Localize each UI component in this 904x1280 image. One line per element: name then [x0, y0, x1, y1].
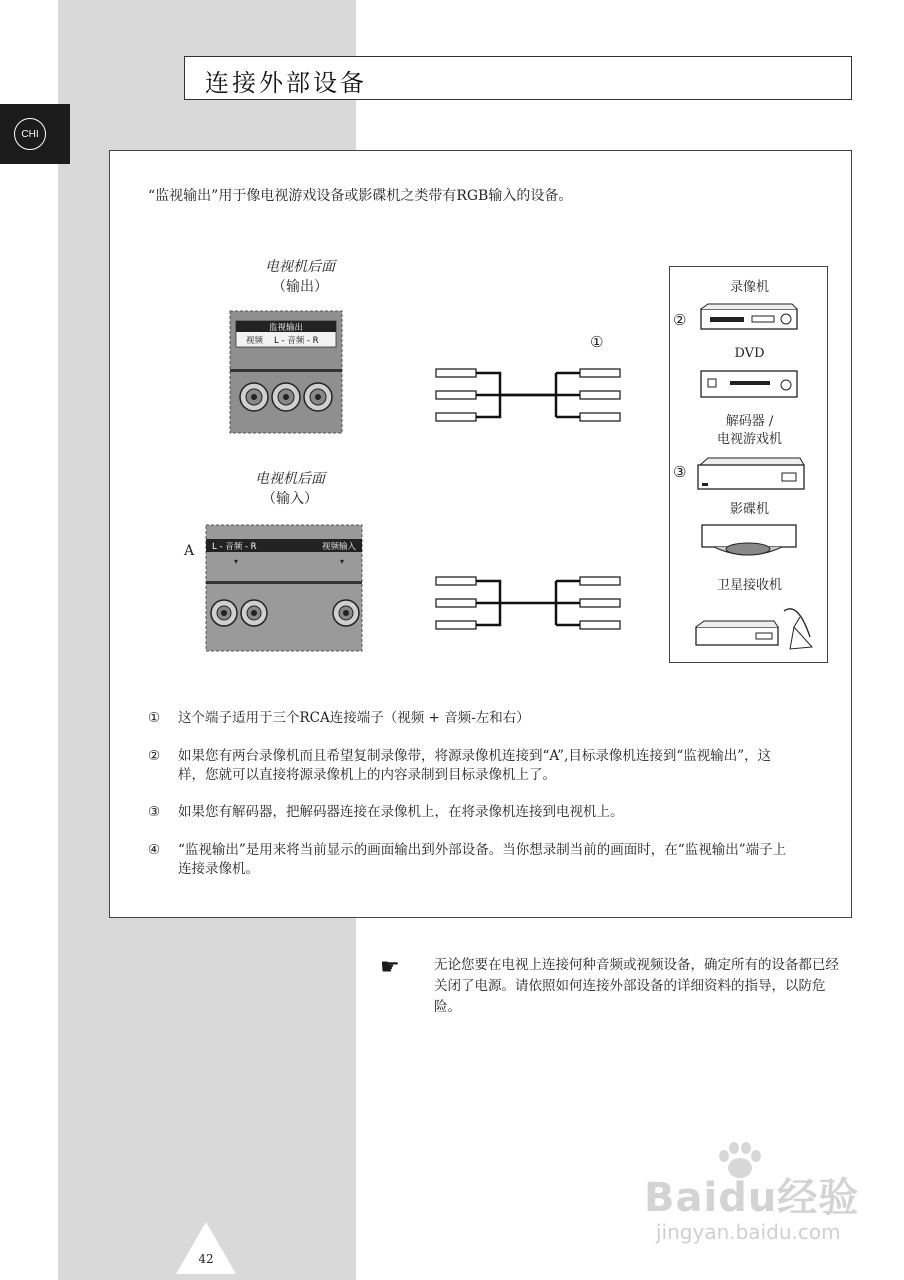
- output-panel: [230, 311, 342, 433]
- content-box: [109, 150, 852, 918]
- dvd-icon: [700, 367, 800, 399]
- output-label-audio: L - 音频 - R: [274, 336, 319, 346]
- input-rca-jack-video: [333, 600, 359, 626]
- note-2-text: 如果您有两台录像机而且希望复制录像带，将源录像机连接到“A”,目标录像机连接到“监视输出”，这样，您就可以直接将源录像机上的内容录制到目标录像机上了。: [178, 748, 772, 783]
- output-rca-jack-audio-r: [304, 383, 332, 411]
- decoder-icon: [696, 457, 806, 491]
- device-dvd-label: DVD: [734, 346, 765, 361]
- input-rca-jack-audio-l: [211, 600, 237, 626]
- output-caption-sub: （输出）: [272, 279, 328, 295]
- output-caption-title: 电视机后面: [265, 259, 335, 275]
- note-4-number: ④: [148, 842, 161, 858]
- disc-player-icon: [700, 521, 800, 561]
- input-rca-jack-audio-r: [241, 600, 267, 626]
- rca-cable-bottom: [436, 577, 620, 629]
- note-1-number: ①: [148, 710, 161, 726]
- language-badge: CHI: [14, 118, 46, 150]
- note-4-text: “监视输出”是用来将当前显示的画面输出到外部设备。当你想录制当前的画面时，在“监视输出”端子上连接录像机。: [178, 842, 787, 877]
- output-rca-jack-audio-l: [272, 383, 300, 411]
- page-number: 42: [198, 1252, 214, 1266]
- device-decoder-label-2: 电视游戏机: [716, 432, 782, 447]
- output-rca-jack-video: [240, 383, 268, 411]
- input-marker-a: A: [184, 543, 195, 559]
- note-1-text: 这个端子适用于三个RCA连接端子（视频 + 音频-左和右）: [178, 710, 530, 726]
- baidu-watermark: [640, 1140, 890, 1250]
- note-2-number: ②: [148, 748, 161, 764]
- device-satellite-label: 卫星接收机: [716, 578, 782, 593]
- svg-text:▾: ▾: [340, 557, 345, 566]
- input-caption-sub: （输入）: [262, 491, 318, 507]
- input-caption-title: 电视机后面: [255, 471, 325, 487]
- output-label-video: 视频: [246, 336, 264, 346]
- pointing-hand-icon: ☛: [380, 955, 400, 980]
- page-number-tab: [176, 1222, 236, 1274]
- input-label-video: 视频输入: [322, 542, 357, 552]
- language-tab: [0, 104, 70, 164]
- input-label-audio: L - 音频 - R: [212, 542, 257, 552]
- page-title: 连接外部设备: [205, 69, 367, 97]
- device-vcr-label: 录像机: [729, 280, 769, 295]
- satellite-receiver-icon: [694, 597, 814, 655]
- rca-cable-top: [436, 369, 620, 421]
- warning-text: 无论您要在电视上连接何种音频或视频设备，确定所有的设备都已经关闭了电源。请依照如何连接外部设备的详细资料的指导，以防危险。: [434, 957, 839, 1015]
- device-list-box: [669, 266, 828, 663]
- device-mark-2: ②: [673, 311, 687, 329]
- vcr-icon: [700, 303, 800, 333]
- device-decoder-label-1: 解码器 /: [725, 414, 774, 429]
- page-title-box: [184, 56, 852, 100]
- watermark-url: jingyan.baidu.com: [656, 1220, 841, 1244]
- watermark-logo: Baidu经验: [644, 1175, 860, 1221]
- output-label-top: 监视输出: [268, 323, 304, 333]
- cable-mark: ①: [590, 333, 604, 351]
- note-3-text: 如果您有解码器，把解码器连接在录像机上，在将录像机连接到电视机上。: [178, 804, 624, 820]
- device-player-label: 影碟机: [729, 502, 769, 517]
- device-mark-3: ③: [673, 463, 687, 481]
- note-3-number: ③: [148, 804, 161, 820]
- input-panel: [183, 525, 362, 651]
- intro-text: “监视输出”用于像电视游戏设备或影碟机之类带有RGB输入的设备。: [148, 188, 573, 204]
- svg-text:▾: ▾: [234, 557, 239, 566]
